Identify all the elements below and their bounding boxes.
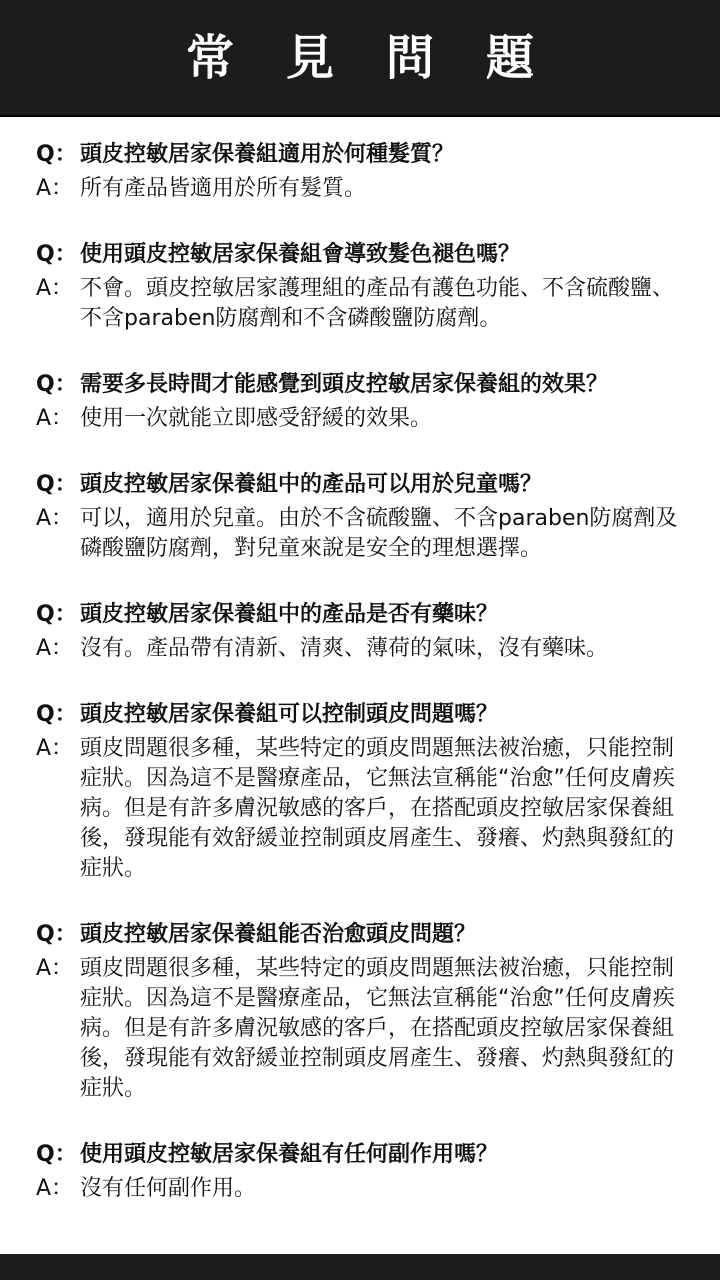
question-label: Q： [36,472,77,497]
answer-label: A： [36,276,74,301]
question-label: Q： [36,142,77,167]
answer-label: A： [36,736,74,761]
faq-answer [36,634,684,664]
faq-item [36,700,684,884]
footer-bar [0,1254,720,1280]
answer-text: 所有產品皆適用於所有髮質。 [80,176,367,201]
faq-question [36,920,684,950]
question-text: 需要多長時間才能感覺到頭皮控敏居家保養組的效果？ [80,372,609,397]
faq-item [36,600,684,664]
page-title: 常見問題 [185,29,586,86]
faq-answer [36,404,684,434]
faq-question [36,600,684,630]
answer-label: A： [36,1176,74,1201]
faq-question [36,140,684,170]
faq-answer [36,1174,684,1204]
answer-label: A： [36,176,74,201]
answer-text: 可以，適用於兒童。由於不含硫酸鹽、不含paraben防腐劑及磷酸鹽防腐劑，對兒童來說是安全的理想選擇。 [80,506,678,561]
faq-item [36,470,684,564]
question-text: 使用頭皮控敏居家保養組有任何副作用嗎？ [80,1142,499,1167]
answer-text: 不會。頭皮控敏居家護理組的產品有護色功能、不含硫酸鹽、不含paraben防腐劑和不含磷酸鹽防腐劑。 [80,276,675,331]
answer-text: 沒有任何副作用。 [80,1176,257,1201]
faq-answer [36,954,684,1104]
question-label: Q： [36,372,77,397]
answer-label: A： [36,636,74,661]
question-label: Q： [36,922,77,947]
faq-answer [36,504,684,564]
question-text: 頭皮控敏居家保養組適用於何種髮質？ [80,142,455,167]
faq-question [36,1140,684,1170]
faq-question [36,470,684,500]
faq-item [36,370,684,434]
question-label: Q： [36,1142,77,1167]
answer-label: A： [36,506,74,531]
faq-question [36,370,684,400]
question-label: Q： [36,242,77,267]
page-header [0,0,720,117]
question-text: 頭皮控敏居家保養組可以控制頭皮問題嗎？ [80,702,499,727]
faq-item [36,920,684,1104]
question-label: Q： [36,702,77,727]
faq-question [36,240,684,270]
answer-label: A： [36,406,74,431]
answer-text: 頭皮問題很多種，某些特定的頭皮問題無法被治癒，只能控制症狀。因為這不是醫療產品，它無法宣稱能“治愈”任何皮膚疾病。但是有許多膚況敏感的客戶，在搭配頭皮控敏居家保養組後，發現能有效舒緩並控制頭皮屑產生、發癢、灼熱與發紅的症狀。 [80,736,675,881]
answer-label: A： [36,956,74,981]
faq-item [36,140,684,204]
question-text: 使用頭皮控敏居家保養組會導致髮色褪色嗎？ [80,242,521,267]
faq-answer [36,174,684,204]
faq-question [36,700,684,730]
answer-text: 使用一次就能立即感受舒緩的效果。 [80,406,433,431]
question-text: 頭皮控敏居家保養組中的產品可以用於兒童嗎？ [80,472,543,497]
answer-text: 頭皮問題很多種，某些特定的頭皮問題無法被治癒，只能控制症狀。因為這不是醫療產品，它無法宣稱能“治愈”任何皮膚疾病。但是有許多膚況敏感的客戶，在搭配頭皮控敏居家保養組後，發現能有效舒緩並控制頭皮屑產生、發癢、灼熱與發紅的症狀。 [80,956,675,1101]
faq-answer [36,274,684,334]
faq-item [36,1140,684,1204]
answer-text: 沒有。產品帶有清新、清爽、薄荷的氣味，沒有藥味。 [80,636,609,661]
faq-item [36,240,684,334]
question-text: 頭皮控敏居家保養組中的產品是否有藥味？ [80,602,499,627]
faq-answer [36,734,684,884]
question-label: Q： [36,602,77,627]
question-text: 頭皮控敏居家保養組能否治愈頭皮問題？ [80,922,477,947]
faq-list [36,140,684,1240]
